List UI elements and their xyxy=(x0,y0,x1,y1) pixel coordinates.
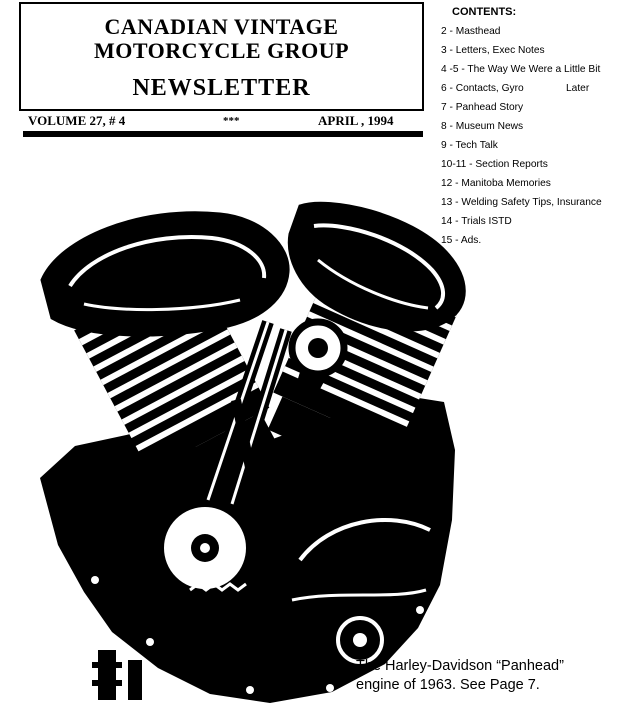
contents-title: CONTENTS: xyxy=(452,6,517,18)
oil-fitting xyxy=(98,650,116,700)
caption-line-1: The Harley-Davidson “Panhead” xyxy=(356,658,564,674)
newsletter-title: NEWSLETTER xyxy=(132,75,311,101)
masthead-line-2: MOTORCYCLE GROUP xyxy=(93,38,350,63)
contents-item: 13 - Welding Safety Tips, Insurance xyxy=(441,197,602,208)
contents-item: 7 - Panhead Story xyxy=(441,102,524,113)
contents-item: 10-11 - Section Reports xyxy=(441,159,548,170)
contents-item-continuation: Later xyxy=(566,83,590,94)
contents-item: 9 - Tech Talk xyxy=(441,140,498,151)
contents-item: 6 - Contacts, Gyro xyxy=(441,83,524,94)
contents-item: 3 - Letters, Exec Notes xyxy=(441,45,545,56)
contents-item: 2 - Masthead xyxy=(441,26,501,37)
issue-date: APRIL , 1994 xyxy=(318,113,394,128)
volume-number: VOLUME 27, # 4 xyxy=(28,113,126,128)
caption-line-2: engine of 1963. See Page 7. xyxy=(356,677,540,693)
figure-caption xyxy=(356,657,564,695)
contents-item: 4 -5 - The Way We Were a Little Bit xyxy=(441,64,601,75)
contents-item: 8 - Museum News xyxy=(441,121,524,132)
separator-stars: *** xyxy=(223,115,240,127)
contents-item: 12 - Manitoba Memories xyxy=(441,178,551,189)
masthead-line-1: CANADIAN VINTAGE xyxy=(104,14,339,39)
contents-item: 14 - Trials ISTD xyxy=(441,216,512,227)
contents-item: 15 - Ads. xyxy=(441,235,482,246)
